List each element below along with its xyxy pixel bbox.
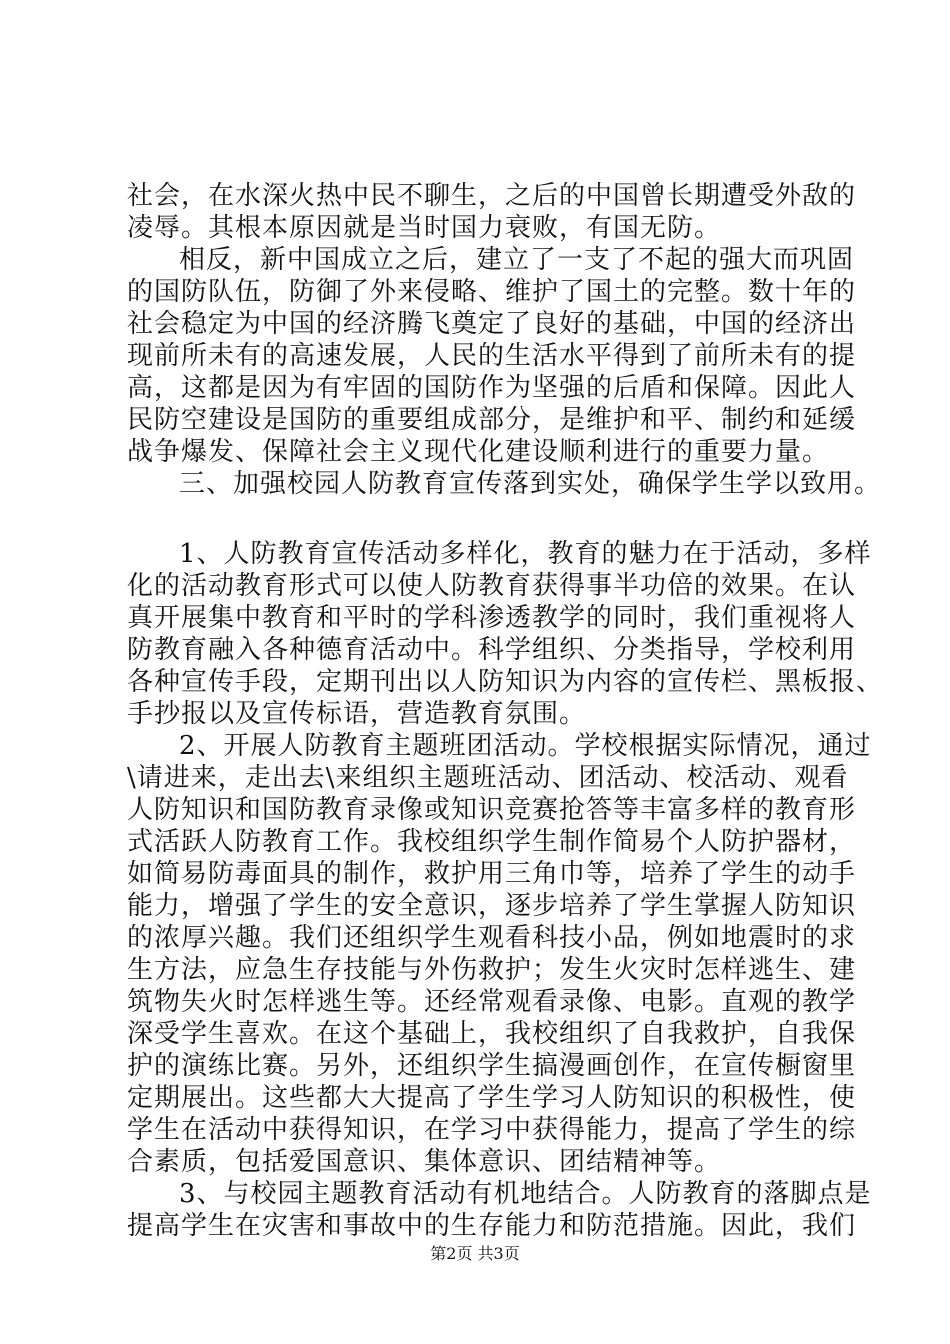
text-line: 化的活动教育形式可以使人防教育获得事半功倍的效果。在认 [127, 571, 857, 601]
paragraph-start-line: 1、人防教育宣传活动多样化，教育的魅力在于活动，多样 [179, 539, 872, 569]
text-line: 现前所未有的高速发展，人民的生活水平得到了前所未有的提 [127, 341, 857, 371]
text-line: 社会稳定为中国的经济腾飞奠定了良好的基础，中国的经济出 [127, 309, 857, 339]
page-footer [0, 1244, 950, 1264]
text-line: 人防知识和国防教育录像或知识竞赛抢答等丰富多样的教育形 [127, 795, 857, 825]
text-line: 如简易防毒面具的制作，救护用三角巾等，培养了学生的动手 [127, 859, 857, 889]
text-line: 真开展集中教育和平时的学科渗透教学的同时，我们重视将人 [127, 603, 857, 633]
text-line: 学生在活动中获得知识，在学习中获得能力，提高了学生的综 [127, 1115, 857, 1145]
text-line: 战争爆发、保障社会主义现代化建设顺利进行的重要力量。 [127, 437, 830, 467]
paragraph-start-line: 3、与校园主题教育活动有机地结合。人防教育的落脚点是 [179, 1179, 872, 1209]
paragraph-start-line: 2、开展人防教育主题班团活动。学校根据实际情况，通过 [179, 731, 872, 761]
text-line: 合素质，包括爱国意识、集体意识、团结精神等。 [127, 1147, 722, 1177]
text-line: 生方法，应急生存技能与外伤救护；发生火灾时怎样逃生、建 [127, 955, 857, 985]
text-line: 社会，在水深火热中民不聊生，之后的中国曾长期遭受外敌的 [127, 181, 857, 211]
text-line: 民防空建设是国防的重要组成部分，是维护和平、制约和延缓 [127, 405, 857, 435]
paragraph-gap [127, 500, 847, 538]
text-line: 护的演练比赛。另外，还组织学生搞漫画创作，在宣传橱窗里 [127, 1051, 857, 1081]
text-line: \请进来，走出去\来组织主题班活动、团活动、校活动、观看 [127, 763, 849, 793]
text-line: 深受学生喜欢。在这个基础上，我校组织了自我救护，自我保 [127, 1019, 857, 1049]
text-line: 定期展出。这些都大大提高了学生学习人防知识的积极性，使 [127, 1083, 857, 1113]
text-line: 式活跃人防教育工作。我校组织学生制作简易个人防护器材， [127, 827, 857, 857]
text-line: 筑物失火时怎样逃生等。还经常观看录像、电影。直观的教学 [127, 987, 857, 1017]
text-line: 防教育融入各种德育活动中。科学组织、分类指导，学校利用 [127, 635, 857, 665]
text-line: 凌辱。其根本原因就是当时国力衰败，有国无防。 [127, 213, 722, 243]
text-line: 的国防队伍，防御了外来侵略、维护了国土的完整。数十年的 [127, 277, 857, 307]
text-line: 各种宣传手段，定期刊出以人防知识为内容的宣传栏、黑板报、 [127, 667, 884, 697]
text-line: 手抄报以及宣传标语，营造教育氛围。 [127, 699, 587, 729]
document-body [127, 180, 884, 1242]
text-line: 能力，增强了学生的安全意识，逐步培养了学生掌握人防知识 [127, 891, 857, 921]
text-line: 提高学生在灾害和事故中的生存能力和防范措施。因此，我们 [127, 1211, 857, 1241]
section-heading: 三、加强校园人防教育宣传落到实处，确保学生学以致用。 [179, 469, 882, 499]
page-number: 第2页 共3页 [430, 1244, 520, 1263]
text-line: 的浓厚兴趣。我们还组织学生观看科技小品，例如地震时的求 [127, 923, 857, 953]
text-line: 高，这都是因为有牢固的国防作为坚强的后盾和保障。因此人 [127, 373, 857, 403]
paragraph-start-line: 相反，新中国成立之后，建立了一支了不起的强大而巩固 [179, 245, 855, 275]
